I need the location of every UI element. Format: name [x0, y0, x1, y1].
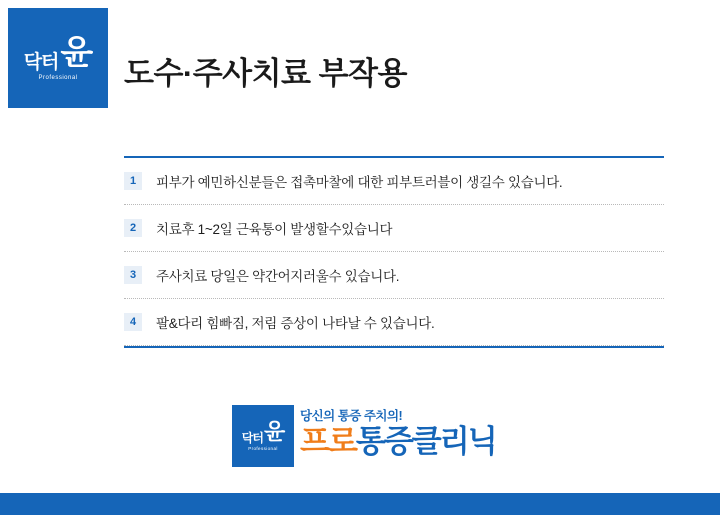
footer-logo-main: 윤: [263, 419, 285, 444]
page-header: [0, 0, 720, 115]
footer-brand-name: [300, 423, 496, 459]
footer-brand-pro: 프로: [300, 423, 356, 459]
list-item: [124, 205, 664, 252]
footer-brand-clinic: 통증클리닉: [355, 423, 496, 459]
list-item-label: 치료후 1~2일 근육통이 발생할수있습니다: [156, 222, 393, 237]
list-item-number: 4: [124, 313, 142, 331]
footer-brand-text: [300, 405, 496, 457]
list-item-number: 1: [124, 172, 142, 190]
header-logo-main: 윤: [60, 33, 93, 72]
page-title: 도수·주사치료 부작용: [124, 56, 407, 91]
list-item-number: 2: [124, 219, 142, 237]
list-item: [124, 158, 664, 205]
header-logo: [8, 8, 108, 108]
list-item: [124, 252, 664, 299]
footer-logo-wordmark: [242, 421, 284, 443]
header-logo-prefix: 닥터: [23, 51, 59, 73]
list-item-number: 3: [124, 266, 142, 284]
list-bottom-divider: [124, 346, 664, 348]
header-logo-wordmark: [23, 33, 93, 73]
bottom-accent-bar: [0, 493, 720, 515]
footer-logo-mark: [232, 405, 294, 467]
header-logo-subtitle: Professional: [38, 74, 78, 81]
footer-logo-prefix: 닥터: [241, 431, 263, 445]
footer-tagline: 당신의 통증 주치의!: [300, 409, 403, 423]
list-item-label: 피부가 예민하신분들은 접촉마찰에 대한 피부트러블이 생길수 있습니다.: [156, 175, 563, 190]
side-effects-list: [124, 156, 664, 348]
list-item: [124, 299, 664, 346]
list-item-label: 주사치료 당일은 약간어지러울수 있습니다.: [156, 269, 400, 284]
list-item-label: 팔&다리 힘빠짐, 저림 증상이 나타날 수 있습니다.: [156, 316, 435, 331]
footer-logo-subtitle: Professional: [248, 446, 278, 451]
footer-brand: [232, 405, 496, 467]
